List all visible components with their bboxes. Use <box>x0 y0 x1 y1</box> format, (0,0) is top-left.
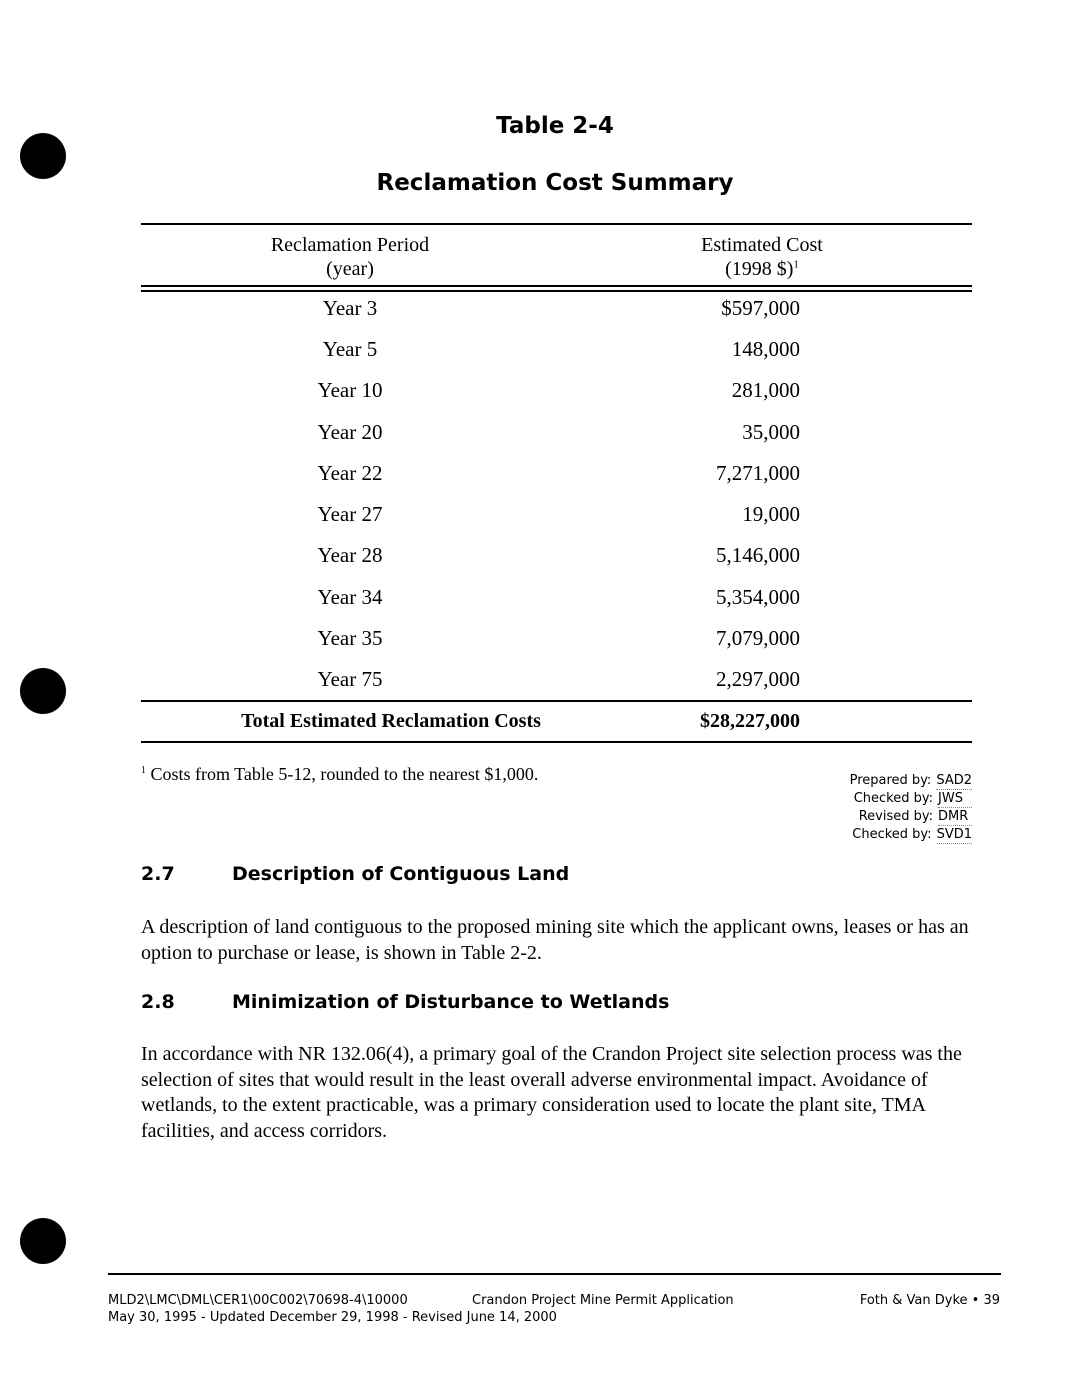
period-cell: Year 35 <box>317 626 383 650</box>
period-column-header <box>200 233 500 281</box>
period-cell: Year 27 <box>317 502 383 526</box>
section-heading-2-7: 2.7 Description of Contiguous Land <box>141 863 570 885</box>
footer-path: MLD2\LMC\DML\CER1\00C002\70698-4\10000 <box>108 1293 408 1308</box>
cost-footnote-mark: 1 <box>793 258 799 271</box>
table-title: Table 2-4 <box>496 113 614 139</box>
table-subtitle: Reclamation Cost Summary <box>376 170 734 196</box>
footer-rule <box>108 1273 1001 1275</box>
total-rule <box>141 700 972 702</box>
cost-cell: 7,271,000 <box>716 461 800 485</box>
period-cell: Year 5 <box>322 337 378 361</box>
cost-cell: 19,000 <box>742 502 800 526</box>
punch-hole-middle <box>20 668 66 714</box>
table-row <box>141 585 972 615</box>
period-header-line2: (year) <box>326 258 374 280</box>
cost-header-line1: Estimated Cost <box>701 234 823 256</box>
signoff-row: Checked by: SVD1 <box>852 827 972 842</box>
table-row <box>141 378 972 408</box>
table-row <box>141 337 972 367</box>
footnote-text: Costs from Table 5-12, rounded to the nearest $1,000. <box>150 764 539 784</box>
footnote-mark: 1 <box>141 765 146 776</box>
period-cell: Year 34 <box>317 585 383 609</box>
cost-cell: 7,079,000 <box>716 626 800 650</box>
table-row <box>141 502 972 532</box>
header-double-rule-upper <box>141 285 972 287</box>
table-row <box>141 626 972 656</box>
table-row <box>141 667 972 697</box>
footer-dates: May 30, 1995 - Updated December 29, 1998 - Revised June 14, 2000 <box>108 1310 557 1325</box>
header-double-rule-lower <box>141 290 972 292</box>
footer-doc-title: Crandon Project Mine Permit Application <box>472 1293 734 1308</box>
section-heading-2-8: 2.8 Minimization of Disturbance to Wetlands <box>141 991 670 1013</box>
total-cost: $28,227,000 <box>700 710 800 732</box>
cost-cell: 5,146,000 <box>716 543 800 567</box>
cost-cell: 281,000 <box>731 378 800 402</box>
table-footnote <box>141 764 538 785</box>
period-cell: Year 10 <box>317 378 383 402</box>
period-cell: Year 20 <box>317 420 383 444</box>
signoff-row: Prepared by: SAD2 <box>849 773 972 788</box>
cost-cell: 2,297,000 <box>716 667 800 691</box>
cost-cell: 5,354,000 <box>716 585 800 609</box>
period-header-line1: Reclamation Period <box>270 234 430 256</box>
section-paragraph-2-7: A description of land contiguous to the proposed mining site which the applicant owns, leases or has an option to purchase or lease, is shown in Table 2-2. <box>141 916 969 964</box>
table-row <box>141 543 972 573</box>
table-top-rule <box>141 223 972 225</box>
cost-column-header <box>612 233 912 281</box>
cost-header-line2: (1998 $)$^1$ <box>725 258 799 280</box>
table-bottom-rule <box>141 741 972 743</box>
signoff-row: Revised by: DMR <box>790 808 972 826</box>
punch-hole-bottom <box>20 1218 66 1264</box>
signoff-block <box>790 772 972 844</box>
cost-cell: $597,000 <box>721 296 800 320</box>
signoff-row: Checked by: JWS <box>790 790 972 808</box>
footer-page-number: Foth & Van Dyke • 39 <box>859 1293 1000 1308</box>
cost-cell: 35,000 <box>742 420 800 444</box>
section-paragraph-2-8: In accordance with NR 132.06(4), a primary goal of the Crandon Project site selection process was the selection of sites that would result in the least overall adverse environmental impact. Avoidance of wetlands, to the extent practicable, was a primary consideration used to locate the plant site, TMA facilities, and access corridors. <box>141 1043 962 1142</box>
cost-cell: 148,000 <box>731 337 800 361</box>
table-row <box>141 461 972 491</box>
period-cell: Year 75 <box>317 667 383 691</box>
total-label: Total Estimated Reclamation Costs <box>241 710 541 732</box>
period-cell: Year 28 <box>317 543 383 567</box>
table-row <box>141 420 972 450</box>
period-cell: Year 22 <box>317 461 383 485</box>
total-row <box>141 710 972 740</box>
period-cell: Year 3 <box>322 296 378 320</box>
table-row <box>141 296 972 326</box>
